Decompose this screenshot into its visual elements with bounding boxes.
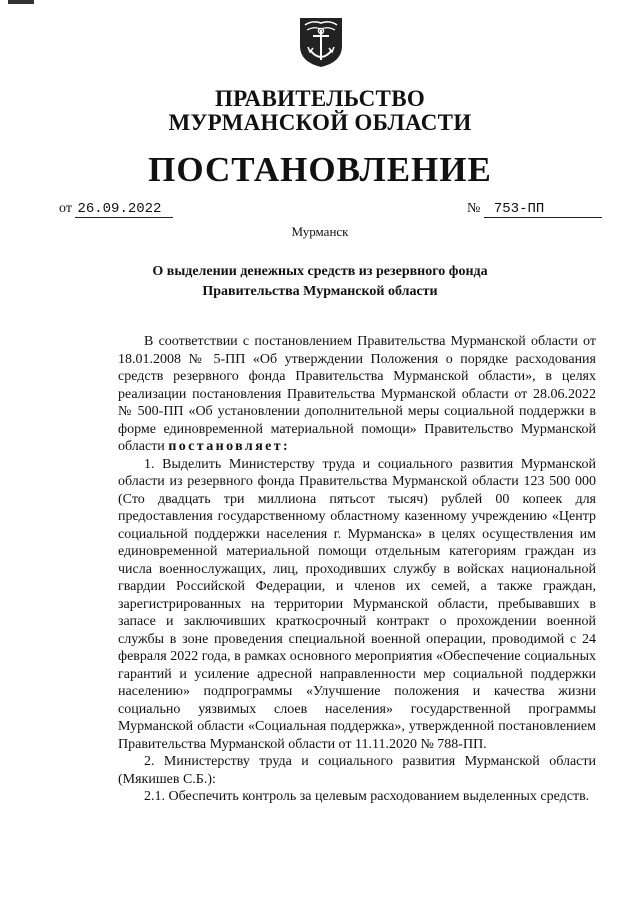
decree-word: постановляет: [168,439,291,454]
coat-of-arms-icon [298,16,344,68]
document-date: 26.09.2022 [75,201,173,218]
org-name-line1: ПРАВИТЕЛЬСТВО [214,86,426,111]
paragraph-2-1: 2.1. Обеспечить контроль за целевым расходованием выделенных средств. [144,789,590,804]
paragraph-1: 1. Выделить Министерству труда и социального развития Мурманской области из резервного фонда Правительства Мурманской области 123 500 000 (Сто двадцать три миллиона пятьсот тысяч) рублей 00 копеек для предоставления государственному областному казенному учреждению «Центр социальной поддержки населения г. Мурманска» в целях осуществления им единовременной материальной помощи отдельным категориям граждан из числа военнослужащих, лиц, проходивших службу в войсках национальной гвардии Российской Федерации, и членов их семей, а также граждан, зарегистрированных на территории Мурманской области, пребывавших в запасе и заключивших краткосрочный контракт о прохождении военной службы в зоне проведения специальной военной операции, проводимой с 24 февраля 2022 года, в рамках основного мероприятия «Обеспечение социальных гарантий и усиление адресной направленности мер социальной поддержки населению» подпрограммы «Улучшение положения и качества жизни социально уязвимых слоев населения» государственной программы Мурманской области «Социальная поддержка», утвержденной постановлением Правительства Мурманской области от 11.11.2020 № 788-ПП. [118,456,596,752]
preamble-text: В соответствии с постановлением Правительства Мурманской области от 18.01.2008 № 5-ПП «Об утверждении Положения о порядке расходования средств резервного фонда Правительства Мурманской области», в целях реализации постановления Правительства Мурманской области от 28.06.2022 № 500-ПП «Об установлении дополнительной меры социальной поддержки в форме единовременной материальной помощи» Правительство Мурманской области [118,334,596,454]
document-body [118,333,596,806]
paragraph-preamble [118,333,596,456]
paragraph-2: 2. Министерству труда и социального развития Мурманской области (Мякишев С.Б.): [118,754,596,787]
number-field [467,201,602,218]
city: Мурманск [291,224,349,239]
document-type: ПОСТАНОВЛЕНИЕ [148,150,492,189]
corner-scan-mark [8,0,34,4]
date-field [59,201,173,218]
title-line2: Правительства Мурманской области [202,284,438,299]
document-number: 753-ПП [484,201,602,218]
org-name-line2: МУРМАНСКОЙ ОБЛАСТИ [168,110,472,135]
title-line1: О выделении денежных средств из резервного фонда [152,264,488,279]
number-prefix: № [467,201,481,216]
date-prefix: от [59,201,72,216]
